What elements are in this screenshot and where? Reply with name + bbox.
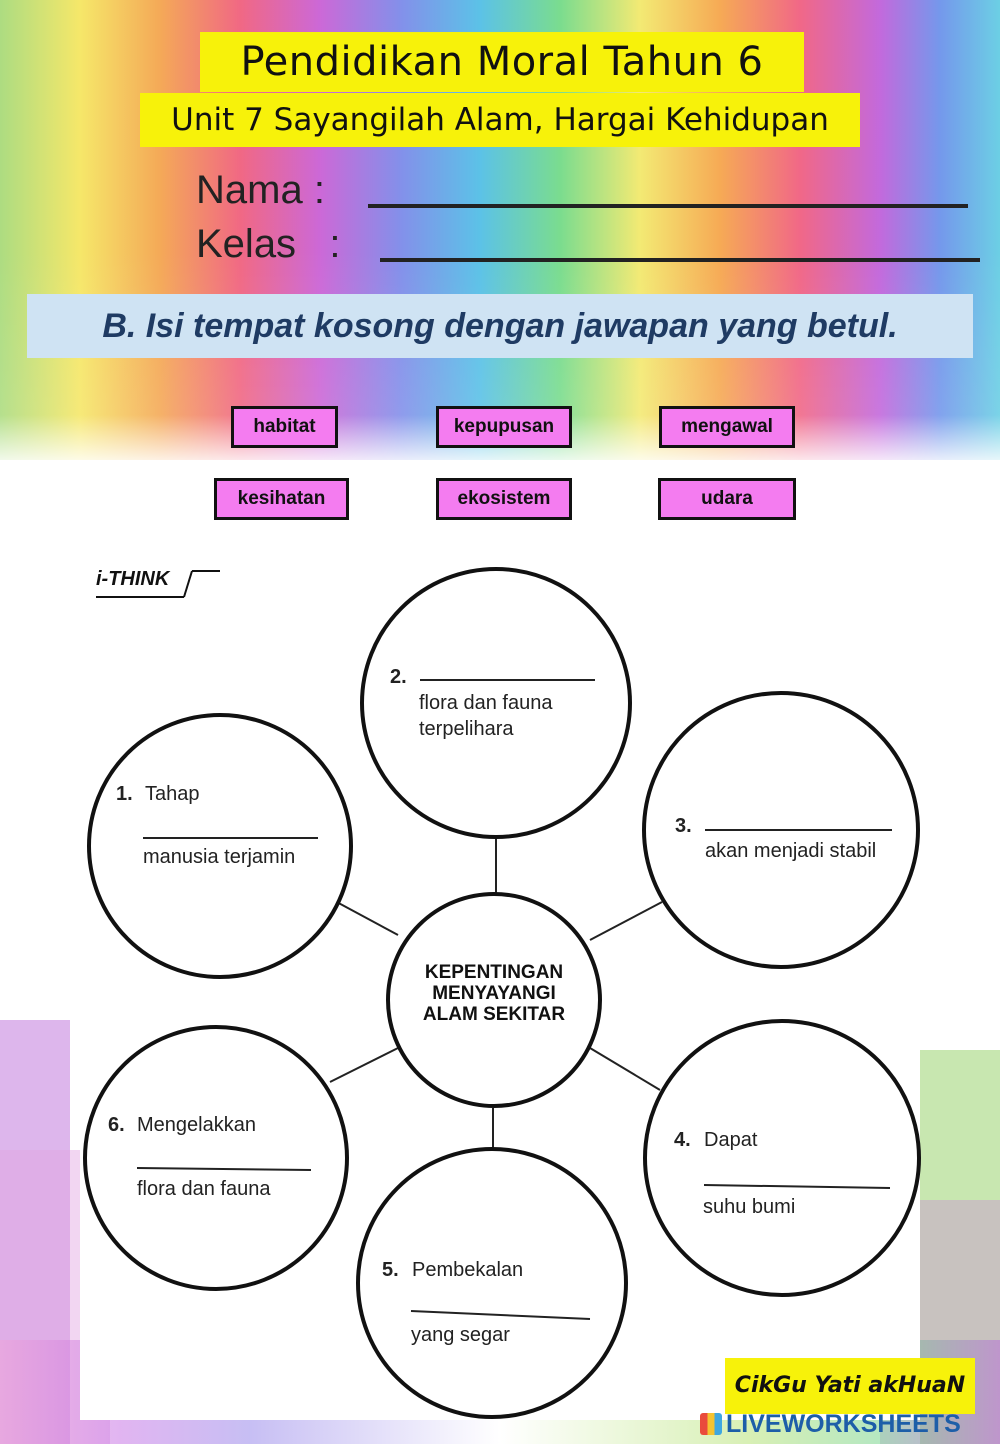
word-kesihatan[interactable]: kesihatan — [214, 478, 349, 520]
item-5-after: yang segar — [411, 1324, 510, 1346]
name-label: Nama : — [196, 168, 325, 212]
ithink-label: i-THINK — [96, 568, 170, 590]
liveworksheets-brand[interactable] — [700, 1410, 961, 1440]
center-line-3: ALAM SEKITAR — [422, 1004, 566, 1025]
word-mengawal[interactable]: mengawal — [659, 406, 795, 448]
connector-6 — [330, 1048, 398, 1082]
item-4-before: Dapat — [704, 1129, 758, 1151]
center-label — [395, 962, 593, 1025]
bubble-5 — [358, 1149, 626, 1417]
liveworksheets-logo-icon — [700, 1413, 722, 1435]
item-5-before: Pembekalan — [412, 1259, 524, 1281]
connector-3 — [590, 902, 662, 940]
bubble-6 — [85, 1027, 347, 1289]
item-1-after: manusia terjamin — [143, 846, 296, 868]
item-6-after: flora dan fauna — [137, 1178, 271, 1200]
item-4-after: suhu bumi — [703, 1196, 796, 1218]
word-ekosistem[interactable]: ekosistem — [436, 478, 572, 520]
item-4-number: 4. — [674, 1129, 691, 1151]
class-label: Kelas : — [196, 222, 341, 266]
brand-text: LIVEWORKSHEETS — [726, 1410, 961, 1438]
center-line-2: MENYAYANGI — [432, 983, 556, 1004]
bubble-4 — [645, 1021, 919, 1295]
item-2-after: flora dan fauna terpelihara — [419, 692, 553, 740]
ithink-slash — [184, 571, 192, 597]
center-line-1: KEPENTINGAN — [424, 962, 564, 983]
item-3-after: akan menjadi stabil — [705, 840, 877, 862]
connector-1 — [333, 900, 398, 935]
item-1-before: Tahap — [145, 783, 200, 805]
item-3-number: 3. — [675, 815, 692, 837]
item-1-number: 1. — [116, 783, 133, 805]
instruction-banner: B. Isi tempat kosong dengan jawapan yang betul. — [27, 294, 973, 358]
unit-subtitle: Unit 7 Sayangilah Alam, Hargai Kehidupan — [140, 93, 860, 147]
author-credit: CikGu Yati akHuaN — [725, 1358, 975, 1414]
word-kepupusan[interactable]: kepupusan — [436, 406, 572, 448]
item-5-number: 5. — [382, 1259, 399, 1281]
item-6-before: Mengelakkan — [137, 1114, 256, 1136]
word-udara[interactable]: udara — [658, 478, 796, 520]
item-6-number: 6. — [108, 1114, 125, 1136]
connector-4 — [590, 1048, 660, 1090]
page-title: Pendidikan Moral Tahun 6 — [200, 32, 804, 92]
item-2-number: 2. — [390, 666, 407, 688]
word-habitat[interactable]: habitat — [231, 406, 338, 448]
